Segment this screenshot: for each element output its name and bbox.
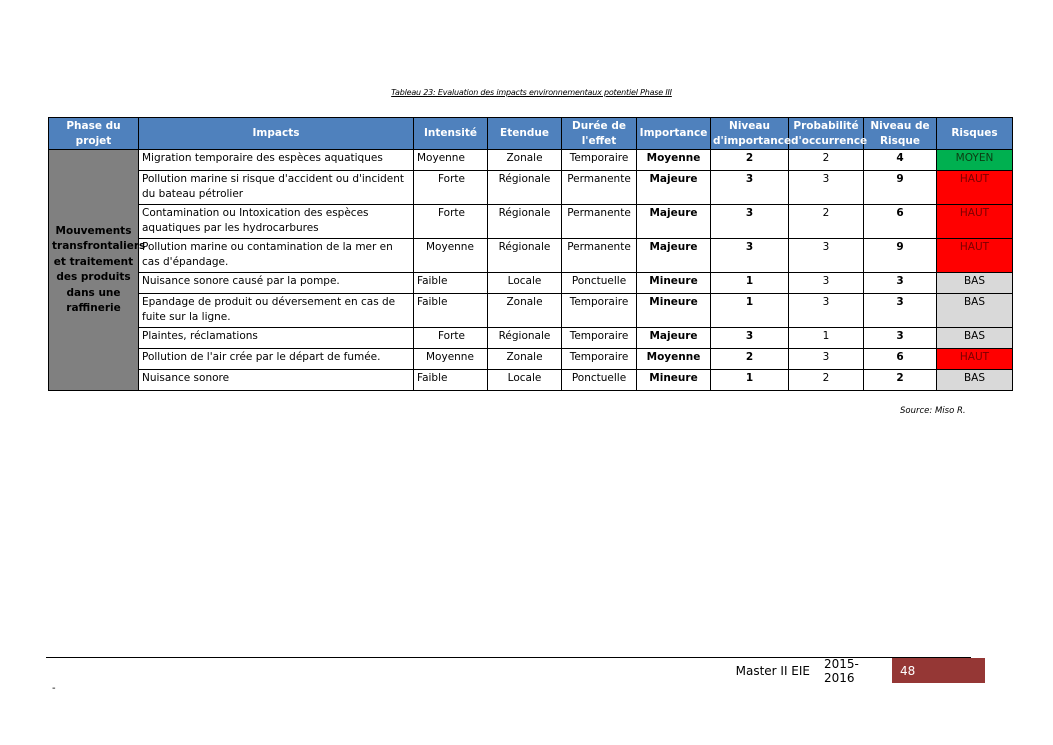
niveau-importance-cell: 3 [711,328,789,349]
impact-cell: Migration temporaire des espèces aquatiques [139,150,414,171]
risque-cell: BAS [937,273,1013,294]
niveau-importance-cell: 2 [711,349,789,370]
importance-cell: Mineure [637,294,711,328]
niveau-risque-cell: 6 [864,205,937,239]
header-impacts: Impacts [139,118,414,150]
table-row [49,370,1013,391]
source-note: Source: Miso R. [900,406,966,416]
impact-cell: Nuisance sonore causé par la pompe. [139,273,414,294]
header-phase: Phase du projet [49,118,139,150]
niveau-importance-cell: 3 [711,171,789,205]
probabilite-cell: 3 [789,294,864,328]
probabilite-cell: 3 [789,273,864,294]
probabilite-cell: 3 [789,349,864,370]
intensite-cell: Moyenne [414,239,488,273]
niveau-risque-cell: 9 [864,171,937,205]
probabilite-cell: 2 [789,150,864,171]
page-number: 48 [892,658,985,683]
impact-cell: Pollution marine ou contamination de la mer en cas d'épandage. [139,239,414,273]
header-probabilite: Probabilité d'occurrence [789,118,864,150]
header-intensite: Intensité [414,118,488,150]
header-niveau-importance: Niveau d'importance [711,118,789,150]
header-niveau-risque: Niveau de Risque [864,118,937,150]
impact-cell: Pollution marine si risque d'accident ou d'incident du bateau pétrolier [139,171,414,205]
impact-cell: Epandage de produit ou déversement en cas de fuite sur la ligne. [139,294,414,328]
duree-cell: Ponctuelle [562,273,637,294]
intensite-cell: Moyenne [414,349,488,370]
impacts-table [48,117,1013,391]
etendue-cell: Régionale [488,171,562,205]
niveau-risque-cell: 6 [864,349,937,370]
etendue-cell: Locale [488,370,562,391]
risque-cell: MOYEN [937,150,1013,171]
footer-years: 2015-2016 [824,656,859,685]
importance-cell: Mineure [637,273,711,294]
duree-cell: Permanente [562,239,637,273]
importance-cell: Majeure [637,171,711,205]
stray-mark: - [52,683,56,694]
niveau-importance-cell: 2 [711,150,789,171]
phase-cell: Mouvements transfrontaliers et traitement des produits dans une raffinerie [49,150,139,391]
intensite-cell: Faible [414,273,488,294]
importance-cell: Moyenne [637,349,711,370]
intensite-cell: Faible [414,370,488,391]
niveau-risque-cell: 4 [864,150,937,171]
niveau-risque-cell: 2 [864,370,937,391]
header-risques: Risques [937,118,1013,150]
impact-cell: Nuisance sonore [139,370,414,391]
probabilite-cell: 2 [789,205,864,239]
duree-cell: Permanente [562,171,637,205]
impact-cell: Pollution de l'air crée par le départ de fumée. [139,349,414,370]
niveau-importance-cell: 1 [711,273,789,294]
niveau-importance-cell: 1 [711,370,789,391]
impact-cell: Contamination ou Intoxication des espèces aquatiques par les hydrocarbures [139,205,414,239]
table-row [49,239,1013,273]
probabilite-cell: 3 [789,171,864,205]
niveau-risque-cell: 3 [864,273,937,294]
duree-cell: Temporaire [562,150,637,171]
page-footer [710,658,985,683]
risque-cell: HAUT [937,239,1013,273]
duree-cell: Ponctuelle [562,370,637,391]
intensite-cell: Forte [414,171,488,205]
table-row [49,205,1013,239]
importance-cell: Moyenne [637,150,711,171]
probabilite-cell: 2 [789,370,864,391]
importance-cell: Majeure [637,205,711,239]
risque-cell: BAS [937,294,1013,328]
table-header-row [49,118,1013,150]
niveau-importance-cell: 1 [711,294,789,328]
intensite-cell: Forte [414,328,488,349]
probabilite-cell: 3 [789,239,864,273]
duree-cell: Permanente [562,205,637,239]
etendue-cell: Régionale [488,205,562,239]
intensite-cell: Moyenne [414,150,488,171]
header-importance: Importance [637,118,711,150]
duree-cell: Temporaire [562,328,637,349]
impact-cell: Plaintes, réclamations [139,328,414,349]
importance-cell: Majeure [637,328,711,349]
table-row [49,171,1013,205]
niveau-risque-cell: 9 [864,239,937,273]
table-caption: Tableau 23: Evaluation des impacts environnementaux potentiel Phase III [391,88,672,97]
risque-cell: HAUT [937,171,1013,205]
footer-program: Master II EIE [735,663,810,678]
intensite-cell: Faible [414,294,488,328]
importance-cell: Majeure [637,239,711,273]
table-row [49,150,1013,171]
niveau-risque-cell: 3 [864,328,937,349]
duree-cell: Temporaire [562,349,637,370]
table-row [49,328,1013,349]
table-row [49,349,1013,370]
risque-cell: BAS [937,328,1013,349]
etendue-cell: Zonale [488,349,562,370]
niveau-importance-cell: 3 [711,205,789,239]
table-row [49,273,1013,294]
header-etendue: Etendue [488,118,562,150]
niveau-risque-cell: 3 [864,294,937,328]
risque-cell: HAUT [937,349,1013,370]
probabilite-cell: 1 [789,328,864,349]
header-duree: Durée de l'effet [562,118,637,150]
table-row [49,294,1013,328]
etendue-cell: Régionale [488,328,562,349]
etendue-cell: Zonale [488,294,562,328]
etendue-cell: Zonale [488,150,562,171]
etendue-cell: Locale [488,273,562,294]
risque-cell: HAUT [937,205,1013,239]
importance-cell: Mineure [637,370,711,391]
niveau-importance-cell: 3 [711,239,789,273]
duree-cell: Temporaire [562,294,637,328]
intensite-cell: Forte [414,205,488,239]
risque-cell: BAS [937,370,1013,391]
etendue-cell: Régionale [488,239,562,273]
